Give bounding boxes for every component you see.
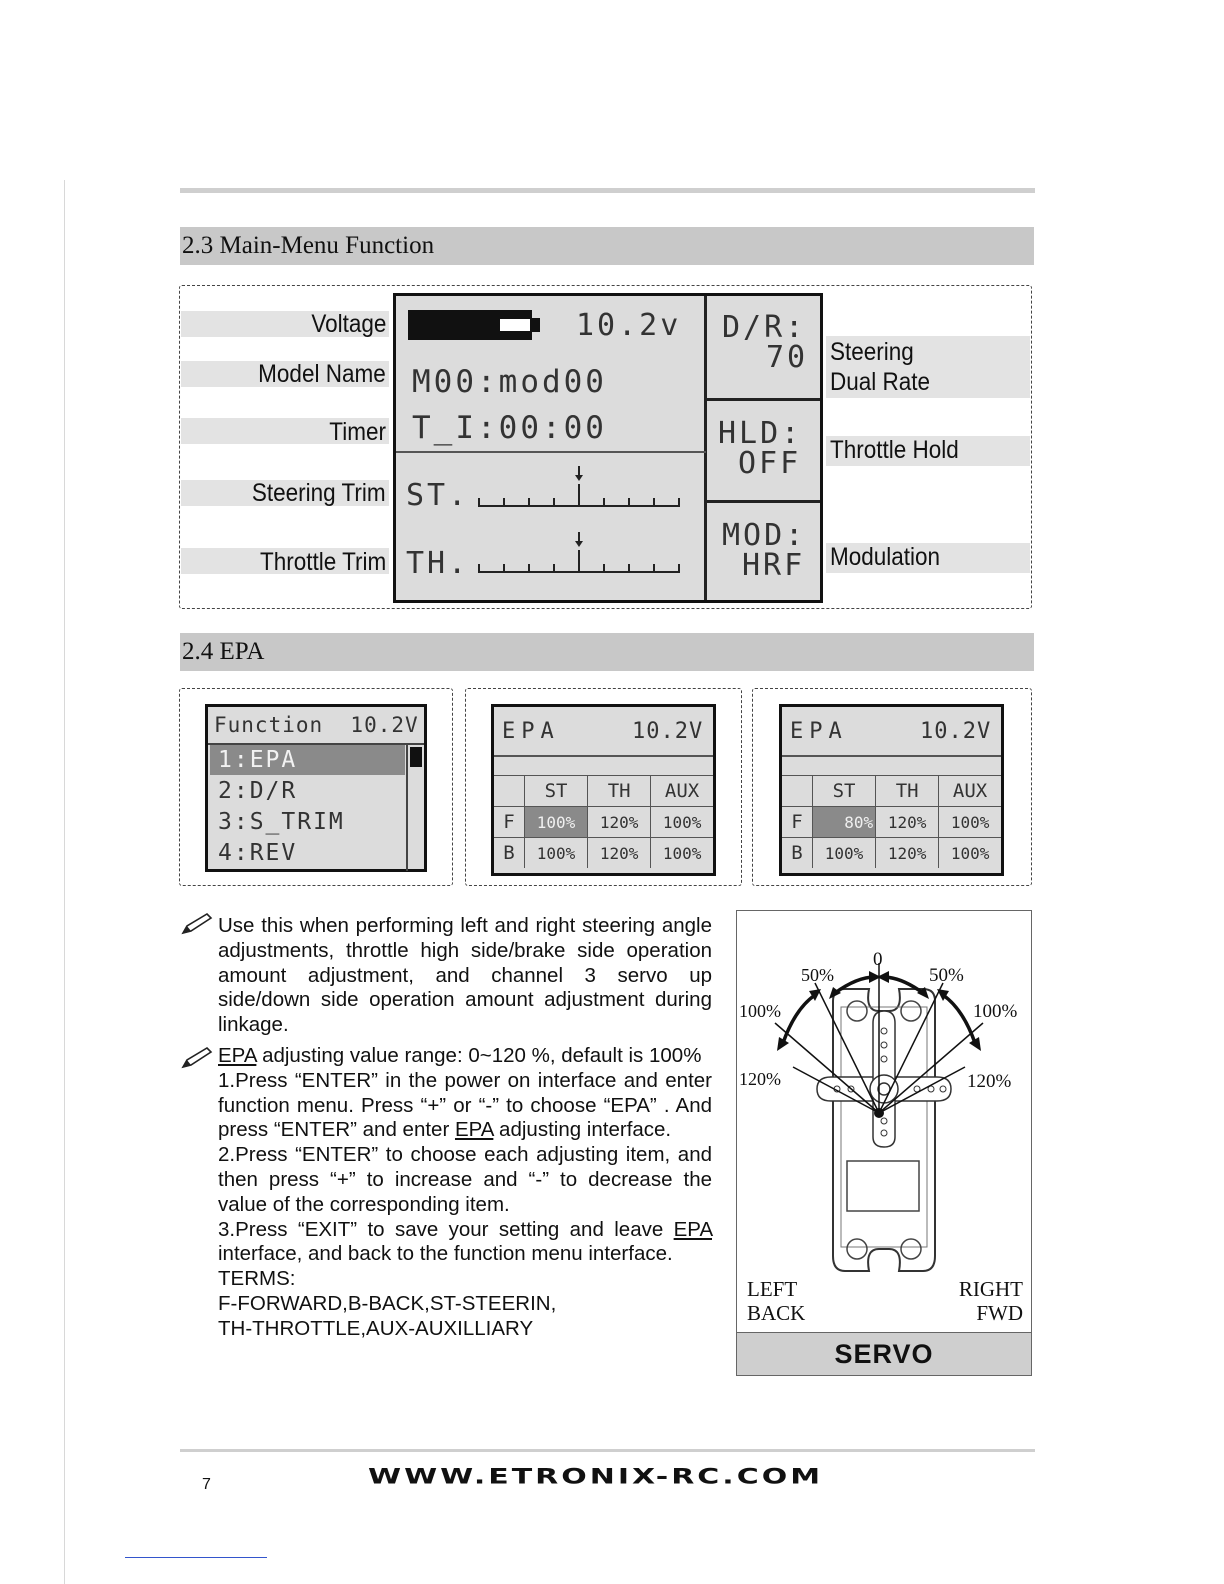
instruction-para-2: EPA adjusting value range: 0~120 %, default is 100% xyxy=(218,1043,702,1067)
epa-instructions xyxy=(218,914,712,1342)
epa-link[interactable]: EPA xyxy=(454,1118,494,1142)
steering-trim-scale xyxy=(476,466,686,511)
main-lcd-screen xyxy=(393,293,823,603)
function-menu-header: Function 10.2V xyxy=(214,713,419,737)
epa-link[interactable]: EPA xyxy=(673,1217,712,1241)
scrollbar-thumb xyxy=(410,747,422,767)
instruction-para-1: Use this when performing left and right steering angle adjustments, throttle high side/brake side operation amount adjustment, and channel 3 servo up side/down side operation amount adjustment during linkage. xyxy=(218,914,712,1037)
terms-line-1: F-FORWARD,B-BACK,ST-STEERIN, xyxy=(218,1291,557,1315)
menu-item-dr[interactable]: 2:D/R xyxy=(218,778,298,804)
label-dual-rate: Dual Rate xyxy=(830,368,931,396)
epa-voltage-2: 10.2V xyxy=(920,719,992,744)
epa-cell[interactable]: 100% xyxy=(939,838,1001,869)
direction-fwd: FWD xyxy=(976,1301,1023,1325)
page-number: 7 xyxy=(202,1476,211,1493)
epa-title-2: EPA xyxy=(790,719,848,744)
servo-caption: SERVO xyxy=(737,1332,1031,1375)
servo-diagram xyxy=(736,910,1032,1376)
epa-cell[interactable]: 120% xyxy=(876,838,939,869)
angle-100-left: 100% xyxy=(739,1001,781,1021)
lcd-th-label: TH. xyxy=(406,546,470,581)
epa-col-st: ST xyxy=(525,776,588,807)
epa-col-th: TH xyxy=(876,776,939,807)
epa-row-label: B xyxy=(494,838,525,869)
pen-icon xyxy=(180,912,214,936)
label-timer: Timer xyxy=(329,418,386,446)
epa-screen-1 xyxy=(491,704,716,876)
terms-title: TERMS: xyxy=(218,1267,296,1291)
instruction-step-2: 2.Press “ENTER” to choose each adjusting item, and then press “+” to increase and “-” to decrease the value of the corresponding item. xyxy=(218,1143,712,1216)
lcd-voltage: 10.2v xyxy=(576,308,682,343)
lcd-mod-label: MOD: xyxy=(722,518,807,553)
lcd-timer: T_I:00:00 xyxy=(412,410,607,446)
epa-col-th: TH xyxy=(588,776,651,807)
epa-cell[interactable]: 100% xyxy=(651,838,713,869)
instruction-step-3: 3.Press “EXIT” to save your setting and leave EPA interface, and back to the function menu interface. xyxy=(218,1217,712,1266)
terms-line-2: TH-THROTTLE,AUX-AUXILLIARY xyxy=(218,1316,534,1340)
pen-icon xyxy=(180,1046,214,1070)
label-steering-trim: Steering Trim xyxy=(252,479,386,507)
direction-left: LEFT xyxy=(747,1277,798,1301)
lcd-dr-value: 70 xyxy=(766,340,809,375)
servo-illustration xyxy=(737,911,1031,1331)
website-logo: WWW.ETRONIX-RC.COM xyxy=(368,1464,824,1490)
epa-row-label: B xyxy=(782,838,813,869)
label-steering: Steering xyxy=(830,338,914,366)
angle-50-left: 50% xyxy=(801,965,834,985)
section-title-epa: 2.4 EPA xyxy=(180,633,1034,671)
epa-table-1 xyxy=(494,775,713,868)
epa-cell-selected[interactable]: 100% xyxy=(525,807,588,838)
epa-col-st: ST xyxy=(813,776,876,807)
epa-row-label: F xyxy=(782,807,813,838)
epa-screen-2 xyxy=(779,704,1004,876)
angle-50-right: 50% xyxy=(929,965,964,986)
epa-cell-selected[interactable]: 80% xyxy=(813,807,876,838)
page-edge-line xyxy=(64,180,65,1584)
epa-title-1: EPA xyxy=(502,719,560,744)
angle-100-right: 100% xyxy=(973,1001,1018,1022)
link-underline xyxy=(125,1557,267,1558)
epa-cell[interactable]: 100% xyxy=(939,807,1001,838)
label-model-name: Model Name xyxy=(258,360,386,388)
angle-120-right: 120% xyxy=(967,1071,1012,1092)
epa-cell[interactable]: 120% xyxy=(588,807,651,838)
menu-item-rev[interactable]: 4:REV xyxy=(218,840,298,866)
menu-item-s-trim[interactable]: 3:S_TRIM xyxy=(218,809,345,835)
lcd-model: M00:mod00 xyxy=(412,364,607,400)
function-menu-screen xyxy=(205,704,427,872)
throttle-trim-scale xyxy=(476,532,686,577)
epa-cell[interactable]: 100% xyxy=(525,838,588,869)
epa-table-2 xyxy=(782,775,1001,868)
label-voltage: Voltage xyxy=(310,310,386,338)
direction-right: RIGHT xyxy=(958,1277,1023,1301)
label-modulation: Modulation xyxy=(830,543,941,571)
menu-item-epa[interactable]: 1:EPA xyxy=(218,747,298,773)
direction-back: BACK xyxy=(747,1301,806,1325)
lcd-hld-label: HLD: xyxy=(718,416,803,451)
epa-voltage-1: 10.2V xyxy=(632,719,704,744)
bottom-rule xyxy=(180,1449,1035,1452)
epa-cell[interactable]: 100% xyxy=(813,838,876,869)
label-throttle-trim: Throttle Trim xyxy=(259,548,386,576)
lcd-dr-label: D/R: xyxy=(722,310,807,345)
section-title-main-menu: 2.3 Main-Menu Function xyxy=(180,227,1034,265)
top-rule xyxy=(180,188,1035,193)
epa-cell[interactable]: 120% xyxy=(588,838,651,869)
lcd-st-label: ST. xyxy=(406,478,470,513)
lcd-mod-value: HRF xyxy=(742,548,806,583)
epa-col-aux: AUX xyxy=(939,776,1001,807)
lcd-hld-value: OFF xyxy=(738,446,802,481)
angle-120-left: 120% xyxy=(739,1069,781,1089)
label-throttle-hold: Throttle Hold xyxy=(830,436,959,464)
epa-row-label: F xyxy=(494,807,525,838)
angle-zero: 0 xyxy=(873,949,883,970)
epa-cell[interactable]: 100% xyxy=(651,807,713,838)
battery-icon xyxy=(408,310,538,340)
epa-col-aux: AUX xyxy=(651,776,713,807)
epa-cell[interactable]: 120% xyxy=(876,807,939,838)
instruction-step-1: 1.Press “ENTER” in the power on interface and enter function menu. Press “+” or “-” to choose “EPA” . And press “ENTER” and enter EPA adjusting interface. xyxy=(218,1068,712,1142)
epa-link[interactable]: EPA xyxy=(218,1043,257,1067)
